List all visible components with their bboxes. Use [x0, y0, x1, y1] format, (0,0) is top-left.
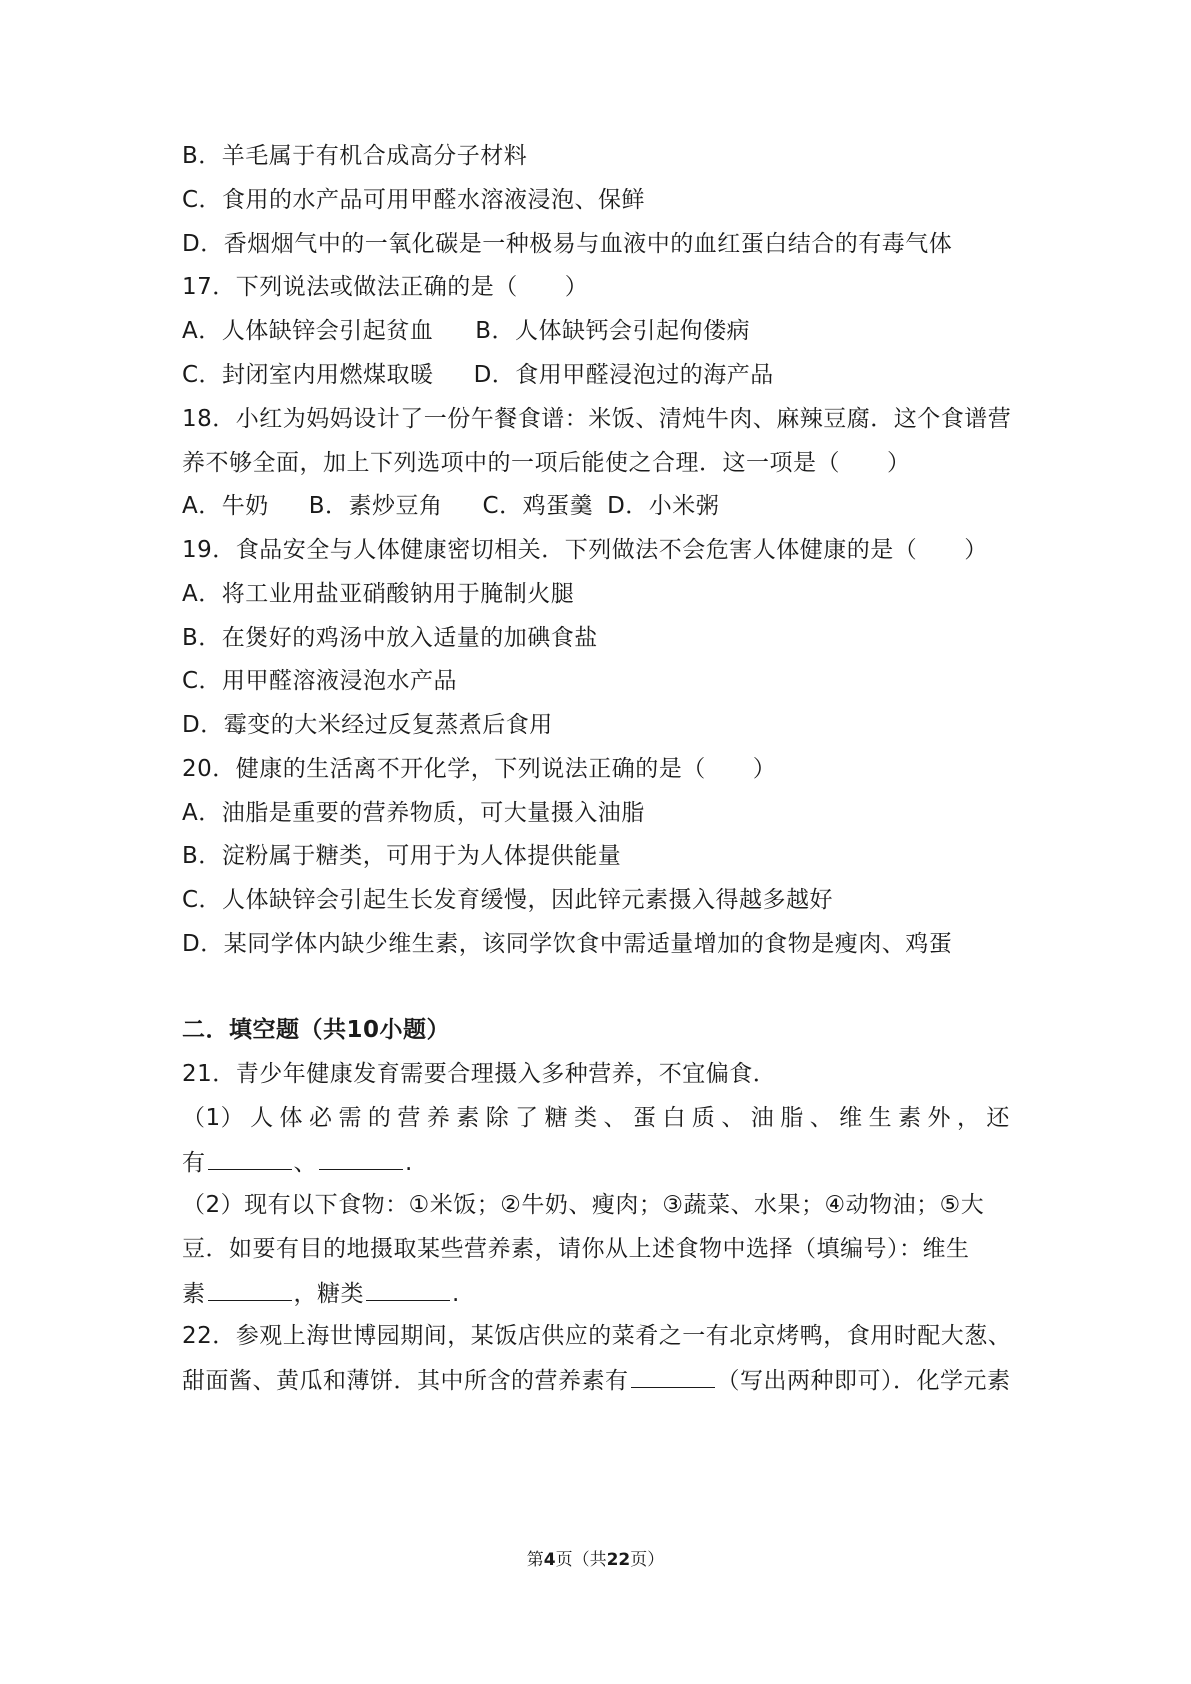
q22-line2: [182, 1365, 1011, 1396]
q19-option-d: D．霉变的大米经过反复蒸煮后食用: [182, 712, 553, 738]
q21-part1-char: （1）: [182, 1105, 245, 1131]
q18-option-a: A．牛奶: [182, 493, 269, 519]
q19-option-b: B．在煲好的鸡汤中放入适量的加碘食盐: [182, 625, 598, 651]
q17-option-a: A．人体缺锌会引起贫血: [182, 318, 434, 344]
q21-part1-char: 白: [662, 1105, 686, 1131]
q17-option-d: D．食用甲醛浸泡过的海产品: [473, 362, 774, 388]
q18-option-b: B．素炒豆角: [308, 493, 443, 519]
footer-middle: 页（共: [555, 1550, 607, 1570]
q21-part1-char: 素: [898, 1105, 922, 1131]
q21-part2-prefix: 素: [182, 1281, 206, 1307]
q17-option-b: B．人体缺钙会引起佝偻病: [475, 318, 751, 344]
q21-part2-line2: 豆．如要有目的地摄取某些营养素，请你从上述食物中选择（填编号）：维生: [182, 1236, 970, 1262]
answer-blank[interactable]: [366, 1278, 450, 1301]
q22-line2-suffix: （写出两种即可）．化学元素: [716, 1368, 1011, 1394]
q21-part1-char: 素: [456, 1105, 480, 1131]
q17-options-ab: [182, 316, 750, 346]
q20-stem: 20．健康的生活离不开化学，下列说法正确的是（ ）: [182, 756, 777, 782]
answer-blank[interactable]: [631, 1365, 715, 1388]
answer-blank[interactable]: [319, 1147, 403, 1170]
q20-option-c: C．人体缺锌会引起生长发育缓慢，因此锌元素摄入得越多越好: [182, 887, 834, 913]
q21-part2-end: .: [452, 1281, 460, 1307]
q21-part1-char: 人: [250, 1105, 274, 1131]
q20-option-b: B．淀粉属于糖类，可用于为人体提供能量: [182, 843, 622, 869]
section-heading: 二．填空题（共10小题）: [182, 1017, 451, 1043]
q21-part2-line1: （2）现有以下食物：①米饭；②牛奶、瘦肉；③蔬菜、水果；④动物油；⑤大: [182, 1192, 985, 1218]
q21-part2-mid: ，糖类: [293, 1281, 364, 1307]
q21-part1-char: 、: [721, 1105, 745, 1131]
q21-part1-char: 营: [397, 1105, 421, 1131]
q16-option-c: C．食用的水产品可用甲醛水溶液浸泡、保鲜: [182, 187, 646, 213]
q21-part1-line2: [182, 1147, 413, 1178]
q18-stem-line2: 养不够全面，加上下列选项中的一项后能使之合理．这一项是（ ）: [182, 450, 911, 476]
q21-part1-char: 糖: [544, 1105, 569, 1131]
q18-options: [182, 491, 719, 521]
q21-part1-char: 维: [839, 1105, 863, 1131]
q21-part1-char: 必: [309, 1105, 333, 1131]
q21-part1-end: .: [405, 1150, 413, 1176]
answer-blank[interactable]: [208, 1278, 292, 1301]
q20-option-a: A．油脂是重要的营养物质，可大量摄入油脂: [182, 800, 645, 826]
q19-option-c: C．用甲醛溶液浸泡水产品: [182, 668, 458, 694]
q21-part1-char: 生: [868, 1105, 893, 1131]
q20-option-d: D．某同学体内缺少维生素，该同学饮食中需适量增加的食物是瘦肉、鸡蛋: [182, 931, 953, 957]
q21-part1-prefix: 有: [182, 1150, 206, 1176]
q18-stem-line1: 18．小红为妈妈设计了一份午餐食谱：米饭、清炖牛肉、麻辣豆腐．这个食谱营: [182, 406, 1012, 432]
q21-part1-separator: 、: [293, 1150, 317, 1176]
q21-part1-char: 类: [574, 1105, 598, 1131]
q21-part1-char: 油: [750, 1105, 775, 1131]
q19-option-a: A．将工业用盐亚硝酸钠用于腌制火腿: [182, 581, 575, 607]
q21-part1-char: 、: [809, 1105, 834, 1131]
q16-option-b: B．羊毛属于有机合成高分子材料: [182, 143, 528, 169]
q18-option-d: D．小米粥: [607, 493, 720, 519]
q21-part1-char: 的: [367, 1105, 392, 1131]
q16-option-d: D．香烟烟气中的一氧化碳是一种极易与血液中的血红蛋白结合的有毒气体: [182, 231, 953, 257]
page-footer: [0, 1549, 1191, 1571]
q21-part2-line3: [182, 1278, 460, 1309]
q21-part1-line1: [182, 1103, 1010, 1133]
q21-part1-char: 体: [279, 1105, 304, 1131]
total-pages-number: 22: [606, 1550, 631, 1570]
q21-part1-char: 脂: [780, 1105, 804, 1131]
q17-options-cd: [182, 360, 774, 390]
q18-option-c: C．鸡蛋羹: [482, 493, 594, 519]
current-page-number: 4: [543, 1550, 556, 1570]
q19-stem: 19．食品安全与人体健康密切相关．下列做法不会危害人体健康的是（ ）: [182, 537, 988, 563]
footer-prefix: 第: [526, 1550, 544, 1570]
q22-line1: 22．参观上海世博园期间，某饭店供应的菜肴之一有北京烤鸭，食用时配大葱、: [182, 1323, 1012, 1349]
footer-suffix: 页）: [630, 1550, 665, 1570]
q21-part1-char: 蛋: [632, 1105, 657, 1131]
q22-line2-prefix: 甜面酱、黄瓜和薄饼．其中所含的营养素有: [182, 1368, 629, 1394]
q17-option-c: C．封闭室内用燃煤取暖: [182, 362, 434, 388]
q21-part1-char: ，: [956, 1105, 981, 1131]
q21-part1-char: 养: [426, 1105, 451, 1131]
q21-stem: 21．青少年健康发育需要合理摄入多种营养，不宜偏食．: [182, 1061, 777, 1087]
answer-blank[interactable]: [208, 1147, 292, 1170]
q17-stem: 17．下列说法或做法正确的是（ ）: [182, 274, 589, 300]
q21-part1-char: 除: [485, 1105, 510, 1131]
q21-part1-char: 了: [515, 1105, 539, 1131]
q21-part1-char: 质: [691, 1105, 716, 1131]
q21-part1-char: 需: [338, 1105, 362, 1131]
q21-part1-char: 还: [986, 1105, 1010, 1131]
q21-part1-char: 、: [603, 1105, 628, 1131]
q21-part1-char: 外: [927, 1105, 952, 1131]
